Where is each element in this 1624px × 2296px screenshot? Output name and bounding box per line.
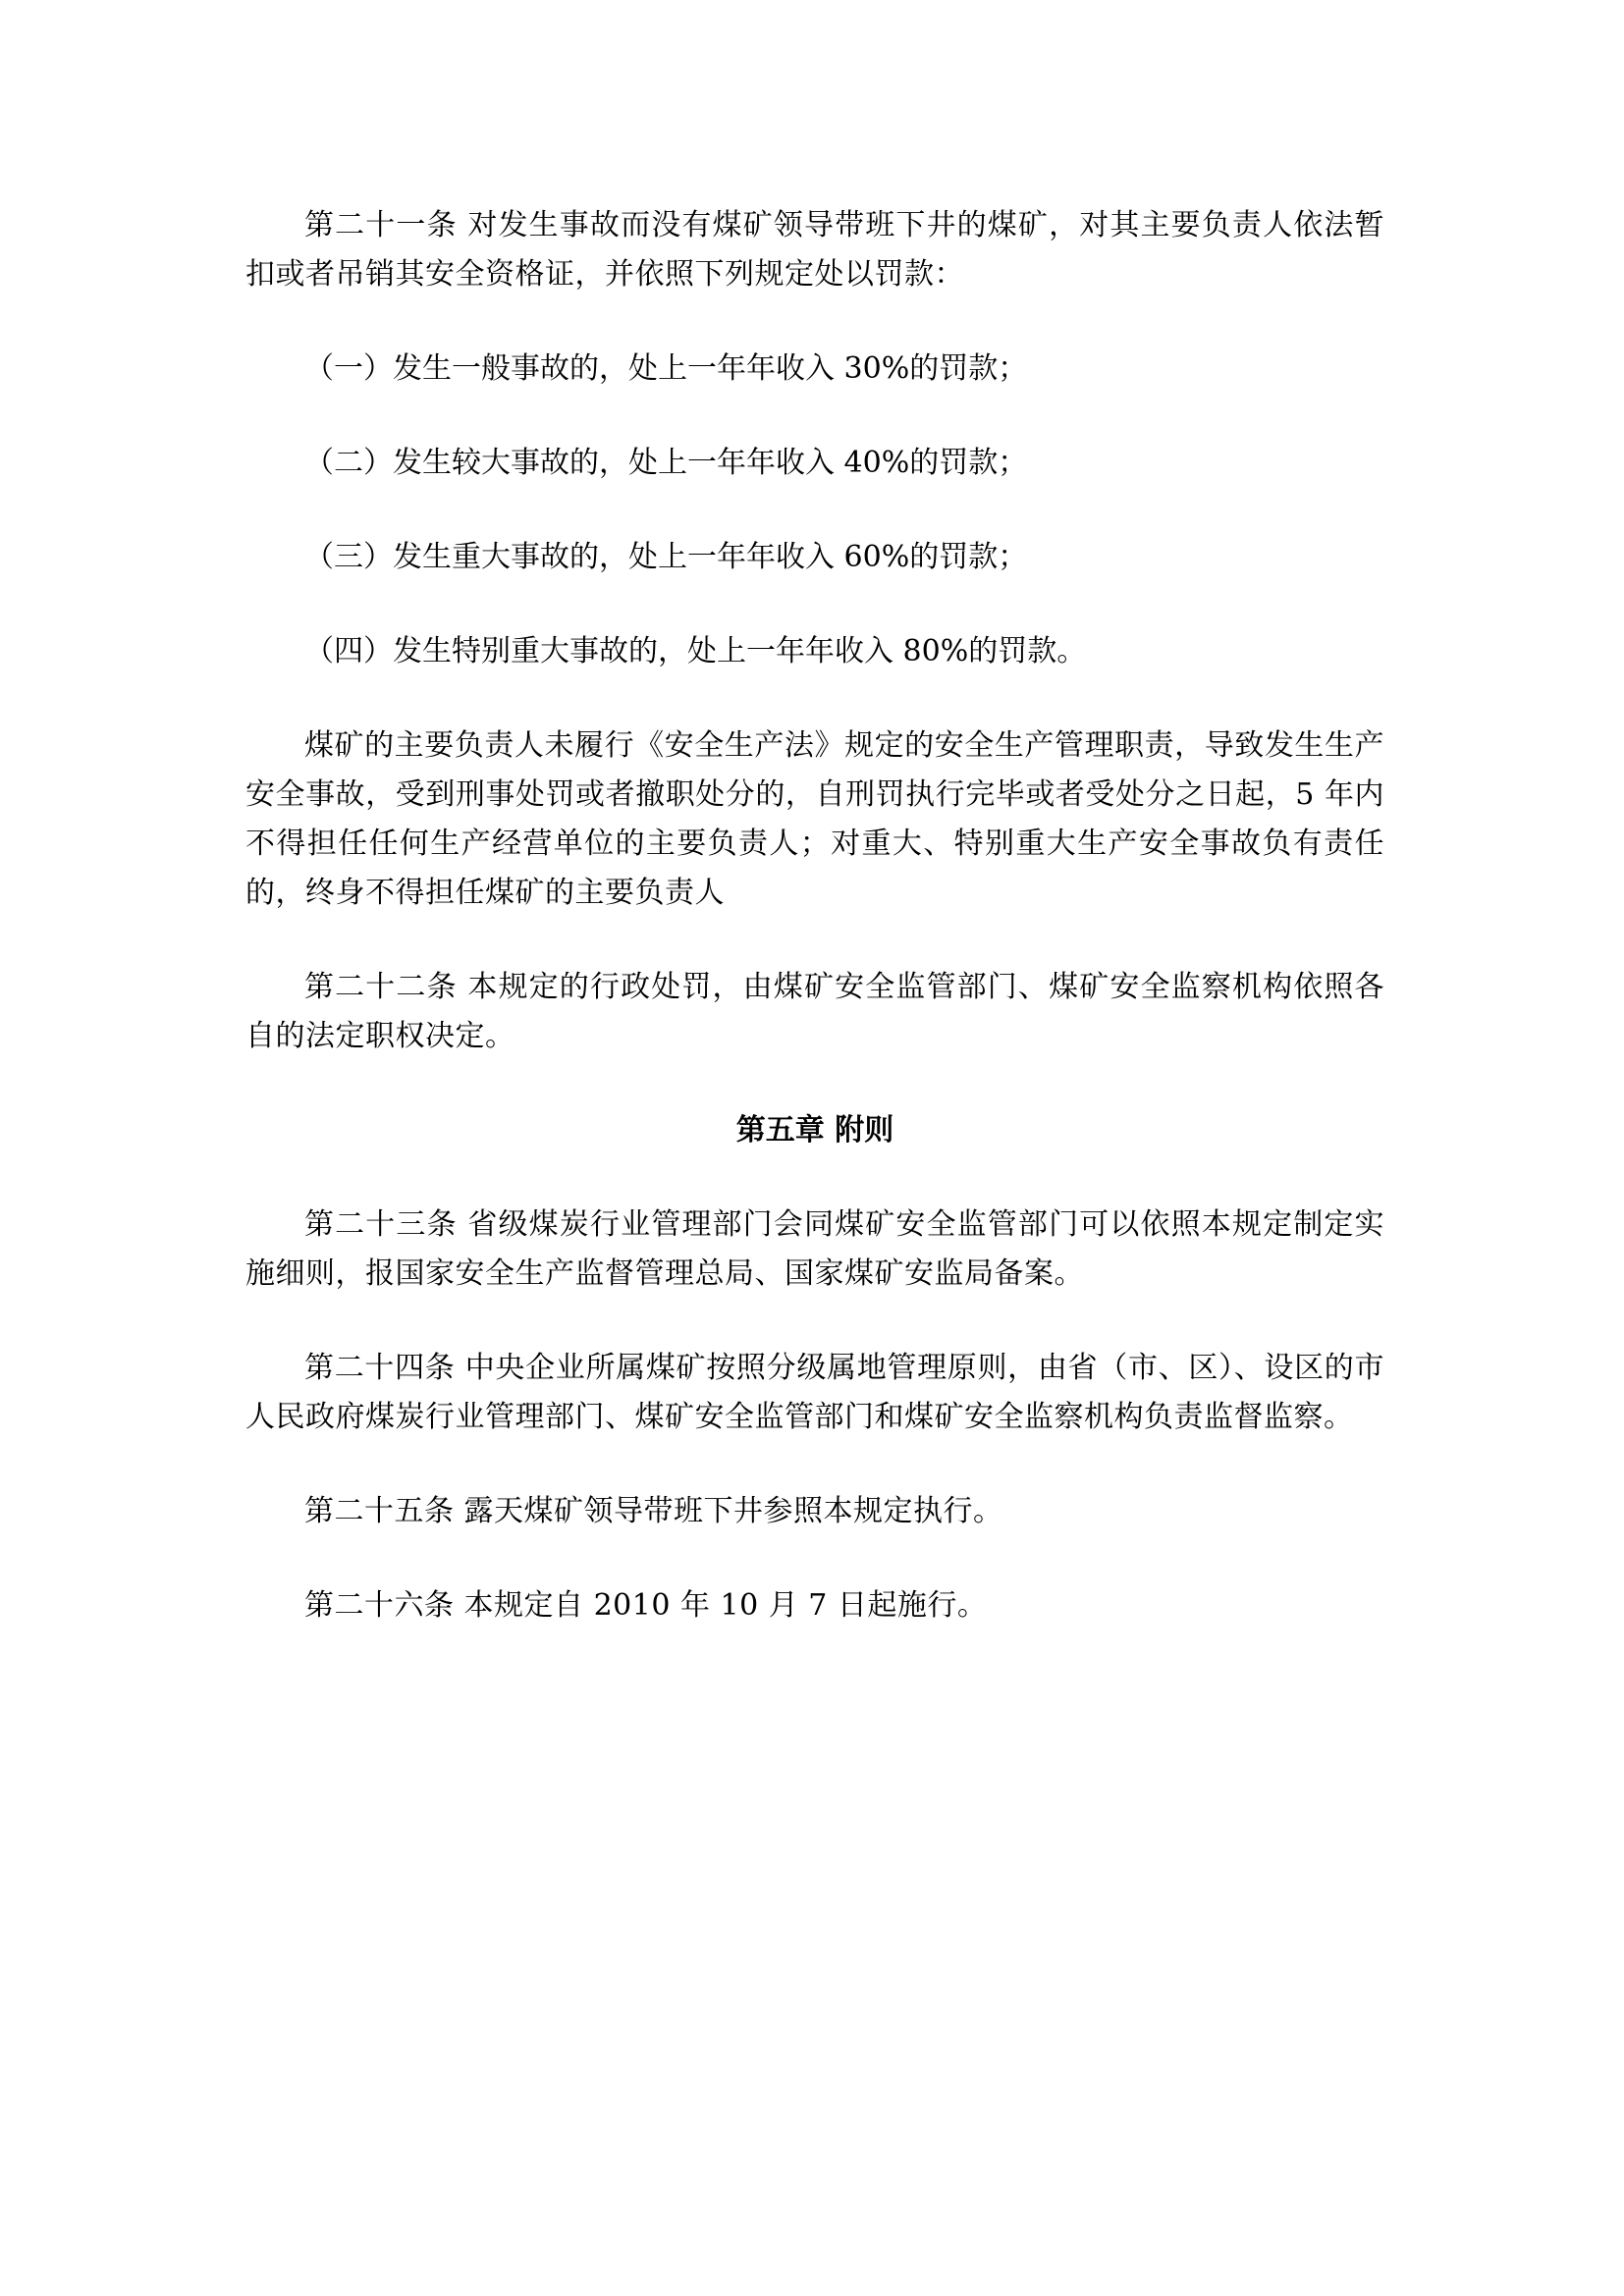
article-21: 第二十一条 对发生事故而没有煤矿领导带班下井的煤矿，对其主要负责人依法暂扣或者吊销其安全资格证，并依照下列规定处以罚款： [245,208,1384,292]
article-26: 第二十六条 本规定自 2010 年 10 月 7 日起施行。 [304,1588,988,1623]
article-21-item-2: （二）发生较大事故的，处上一年年收入 40%的罚款； [304,446,1028,480]
document-body [245,201,1384,1676]
article-21-followup: 煤矿的主要负责人未履行《安全生产法》规定的安全生产管理职责，导致发生生产安全事故，受到刑事处罚或者撤职处分的，自刑罚执行完毕或者受处分之日起，5 年内不得担任任何生产经营单位的主要负责人；对重大、特别重大生产安全事故负有责任的，终身不得担任煤矿的主要负责人 [245,728,1384,910]
article-23: 第二十三条 省级煤炭行业管理部门会同煤矿安全监管部门可以依照本规定制定实施细则，报国家安全生产监督管理总局、国家煤矿安监局备案。 [245,1207,1384,1291]
chapter-5-title: 第五章 附则 [735,1113,894,1148]
article-21-item-1: （一）发生一般事故的，处上一年年收入 30%的罚款； [304,351,1028,386]
article-21-item-3: （三）发生重大事故的，处上一年年收入 60%的罚款； [304,540,1028,574]
article-21-item-4: （四）发生特别重大事故的，处上一年年收入 80%的罚款。 [304,634,1087,668]
article-24: 第二十四条 中央企业所属煤矿按照分级属地管理原则，由省（市、区）、设区的市人民政府煤炭行业管理部门、煤矿安全监管部门和煤矿安全监察机构负责监督监察。 [245,1351,1384,1434]
article-25: 第二十五条 露天煤矿领导带班下井参照本规定执行。 [304,1494,1003,1528]
article-22: 第二十二条 本规定的行政处罚，由煤矿安全监管部门、煤矿安全监察机构依照各自的法定职权决定。 [245,970,1384,1053]
